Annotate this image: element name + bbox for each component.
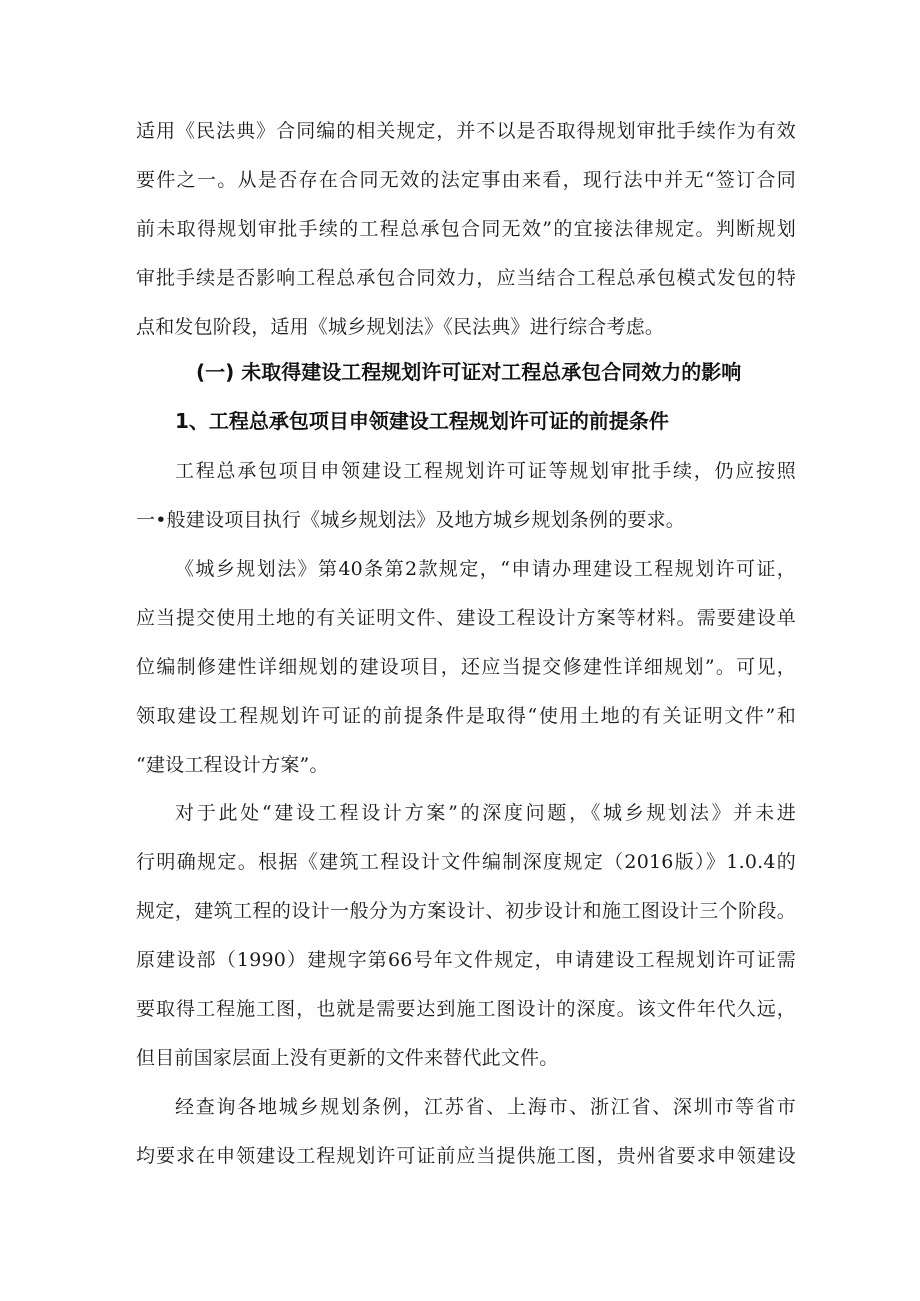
para2-line-1: 《城乡规划法》第40条第2款规定，“申请办理建设工程规划许可证，: [175, 558, 796, 580]
section-heading: (一) 未取得建设工程规划许可证对工程总承包合同效力的影响: [196, 360, 742, 384]
para4-line-2: 均要求在申领建设工程规划许可证前应当提供施工图，贵州省要求申领建设: [136, 1145, 796, 1167]
para3-line-1: 对于此处“建设工程设计方案”的深度问题，《城乡规划法》并未进: [175, 802, 796, 824]
intro-line-4: 审批手续是否影响工程总承包合同效力，应当结合工程总承包模式发包的特: [136, 267, 796, 289]
para3-line-2: 行明确规定。根据《建筑工程设计文件编制深度规定（2016版）》1.0.4的: [136, 851, 796, 873]
para2-line-4: 领取建设工程规划许可证的前提条件是取得“使用土地的有关证明文件”和: [136, 705, 796, 727]
para2-line-3: 位编制修建性详细规划的建设项目，还应当提交修建性详细规划”。可见，: [136, 656, 796, 678]
para3-line-6: 但目前国家层面上没有更新的文件来替代此文件。: [136, 1047, 559, 1069]
intro-line-5: 点和发包阶段，适用《城乡规划法》《民法典》进行综合考虑。: [136, 316, 665, 338]
intro-line-1: 适用《民法典》合同编的相关规定，并不以是否取得规划审批手续作为有效: [136, 120, 796, 142]
intro-line-3: 前未取得规划审批手续的工程总承包合同无效”的宜接法律规定。判断规划: [136, 218, 796, 240]
para4-line-1: 经查询各地城乡规划条例，江苏省、上海市、浙江省、深圳市等省市: [175, 1096, 796, 1118]
para3-line-3: 规定，建筑工程的设计一般分为方案设计、初步设计和施工图设计三个阶段。: [136, 900, 796, 922]
para1-line-2: 一•般建设项目执行《城乡规划法》及地方城乡规划条例的要求。: [136, 509, 686, 531]
para3-line-5: 要取得工程施工图，也就是需要达到施工图设计的深度。该文件年代久远，: [136, 998, 796, 1020]
para3-line-4: 原建设部（1990）建规字第66号年文件规定，申请建设工程规划许可证需: [136, 949, 796, 971]
para1-line-1: 工程总承包项目申领建设工程规划许可证等规划审批手续，仍应按照: [175, 460, 796, 482]
subsection-heading: 1、工程总承包项目申领建设工程规划许可证的前提条件: [175, 409, 669, 433]
para2-line-2: 应当提交使用土地的有关证明文件、建设工程设计方案等材料。需要建设单: [136, 607, 796, 629]
para2-line-5: “建设工程设计方案”。: [136, 754, 329, 776]
intro-line-2: 要件之一。从是否存在合同无效的法定事由来看，现行法中并无“签订合同: [136, 169, 796, 191]
